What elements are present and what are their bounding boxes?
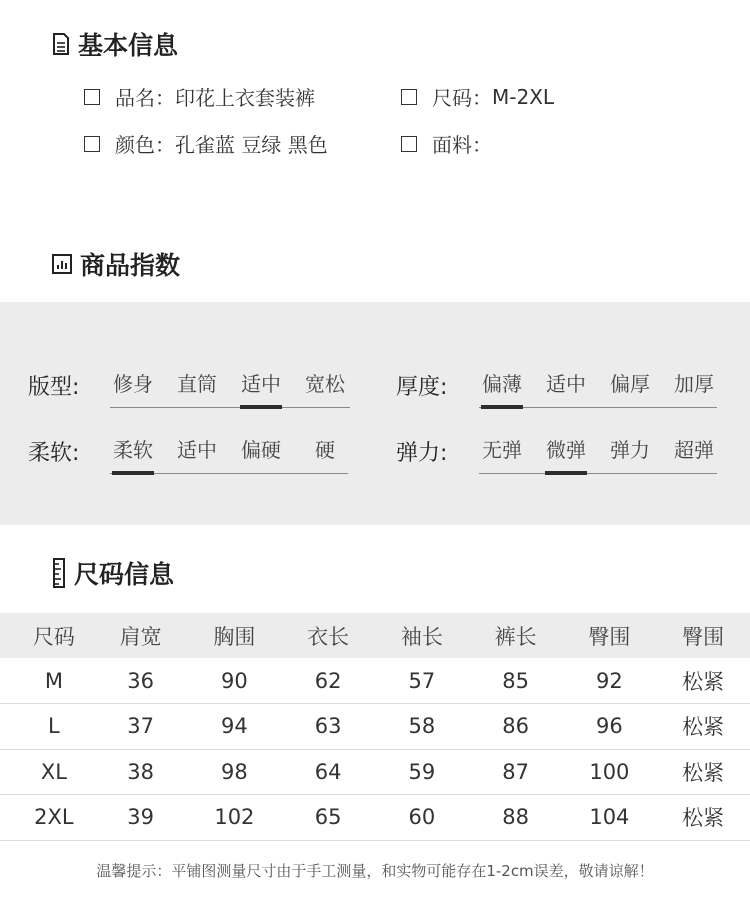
index-option: 弹力 (610, 438, 650, 462)
basic-item-fabric (401, 129, 492, 158)
index-option-selected: 偏薄 (479, 368, 525, 397)
basic-item-size (401, 82, 554, 111)
index-option: 加厚 (674, 372, 714, 396)
item-label: 品名： (115, 86, 175, 110)
column-header: 臀围 (563, 613, 657, 658)
item-value: 印花上衣套装裤 (175, 86, 315, 110)
table-cell: 60 (375, 795, 469, 841)
table-cell: 58 (375, 704, 469, 750)
table-cell: 松紧 (656, 795, 750, 841)
index-options-elasticity (479, 434, 717, 474)
table-cell: 100 (563, 749, 657, 795)
table-cell: 92 (563, 658, 657, 704)
column-header: 裤长 (469, 613, 563, 658)
bar-chart-icon (52, 254, 72, 274)
item-value: 孔雀蓝 豆绿 黑色 (175, 133, 328, 157)
index-option: 直筒 (177, 372, 217, 396)
index-label-elasticity: 弹力: (396, 441, 448, 466)
index-option: 偏硬 (241, 438, 281, 462)
index-option-selected: 微弹 (543, 434, 589, 463)
item-label: 面料： (432, 133, 492, 157)
measurement-note: 温馨提示：平铺图测量尺寸由于手工测量，和实物可能存在1-2cm误差，敬请谅解！ (96, 862, 654, 880)
table-cell: 59 (375, 749, 469, 795)
size-table (0, 613, 750, 841)
table-cell: 90 (188, 658, 282, 704)
checkbox-icon (401, 136, 417, 152)
size-info-title (52, 555, 174, 591)
index-label-fit: 版型: (28, 375, 80, 400)
checkbox-icon (84, 89, 100, 105)
section-title-text: 商品指数 (80, 251, 181, 280)
table-cell: 2XL (0, 795, 94, 841)
table-cell: XL (0, 749, 94, 795)
table-cell: 102 (188, 795, 282, 841)
column-header: 尺码 (0, 613, 94, 658)
table-row (0, 749, 750, 795)
checkbox-icon (84, 136, 100, 152)
index-label-thickness: 厚度: (396, 375, 448, 400)
column-header: 臀围 (656, 613, 750, 658)
index-option-selected: 柔软 (110, 434, 156, 463)
table-cell: 65 (281, 795, 375, 841)
column-header: 袖长 (375, 613, 469, 658)
table-cell: 64 (281, 749, 375, 795)
table-cell: 88 (469, 795, 563, 841)
column-header: 胸围 (188, 613, 282, 658)
index-option: 宽松 (305, 372, 345, 396)
table-cell: M (0, 658, 94, 704)
item-value: M-2XL (492, 84, 555, 109)
ruler-icon (52, 558, 66, 588)
index-option: 偏厚 (610, 372, 650, 396)
table-cell: 98 (188, 749, 282, 795)
table-cell: 36 (94, 658, 188, 704)
table-cell: L (0, 704, 94, 750)
table-cell: 37 (94, 704, 188, 750)
index-option-selected: 适中 (238, 368, 284, 397)
table-row (0, 658, 750, 704)
item-label: 尺码： (432, 86, 492, 110)
index-option: 无弹 (482, 438, 522, 462)
index-option: 修身 (113, 372, 153, 396)
table-cell: 96 (563, 704, 657, 750)
table-cell: 94 (188, 704, 282, 750)
index-option: 适中 (546, 372, 586, 396)
table-cell: 38 (94, 749, 188, 795)
basic-info-title (52, 26, 178, 62)
table-cell: 62 (281, 658, 375, 704)
index-options-softness (110, 434, 348, 474)
table-row (0, 795, 750, 841)
column-header: 肩宽 (94, 613, 188, 658)
table-cell: 57 (375, 658, 469, 704)
product-index-panel (0, 302, 750, 525)
document-icon (52, 33, 70, 55)
table-cell: 松紧 (656, 704, 750, 750)
table-cell: 松紧 (656, 658, 750, 704)
section-title-text: 尺码信息 (74, 560, 175, 589)
index-options-thickness (479, 368, 717, 408)
index-options-fit (110, 368, 350, 408)
table-cell: 104 (563, 795, 657, 841)
section-title-text: 基本信息 (78, 31, 179, 60)
index-option: 超弹 (674, 438, 714, 462)
table-cell: 松紧 (656, 749, 750, 795)
table-cell: 39 (94, 795, 188, 841)
table-row (0, 704, 750, 750)
basic-item-color (84, 129, 328, 158)
size-table-header (0, 613, 750, 658)
index-label-softness: 柔软: (28, 441, 80, 466)
table-cell: 85 (469, 658, 563, 704)
item-label: 颜色： (115, 133, 175, 157)
table-cell: 87 (469, 749, 563, 795)
table-cell: 63 (281, 704, 375, 750)
product-index-title (52, 246, 180, 282)
checkbox-icon (401, 89, 417, 105)
column-header: 衣长 (281, 613, 375, 658)
index-option: 适中 (177, 438, 217, 462)
table-cell: 86 (469, 704, 563, 750)
index-option: 硬 (315, 438, 335, 462)
basic-item-name (84, 82, 315, 111)
